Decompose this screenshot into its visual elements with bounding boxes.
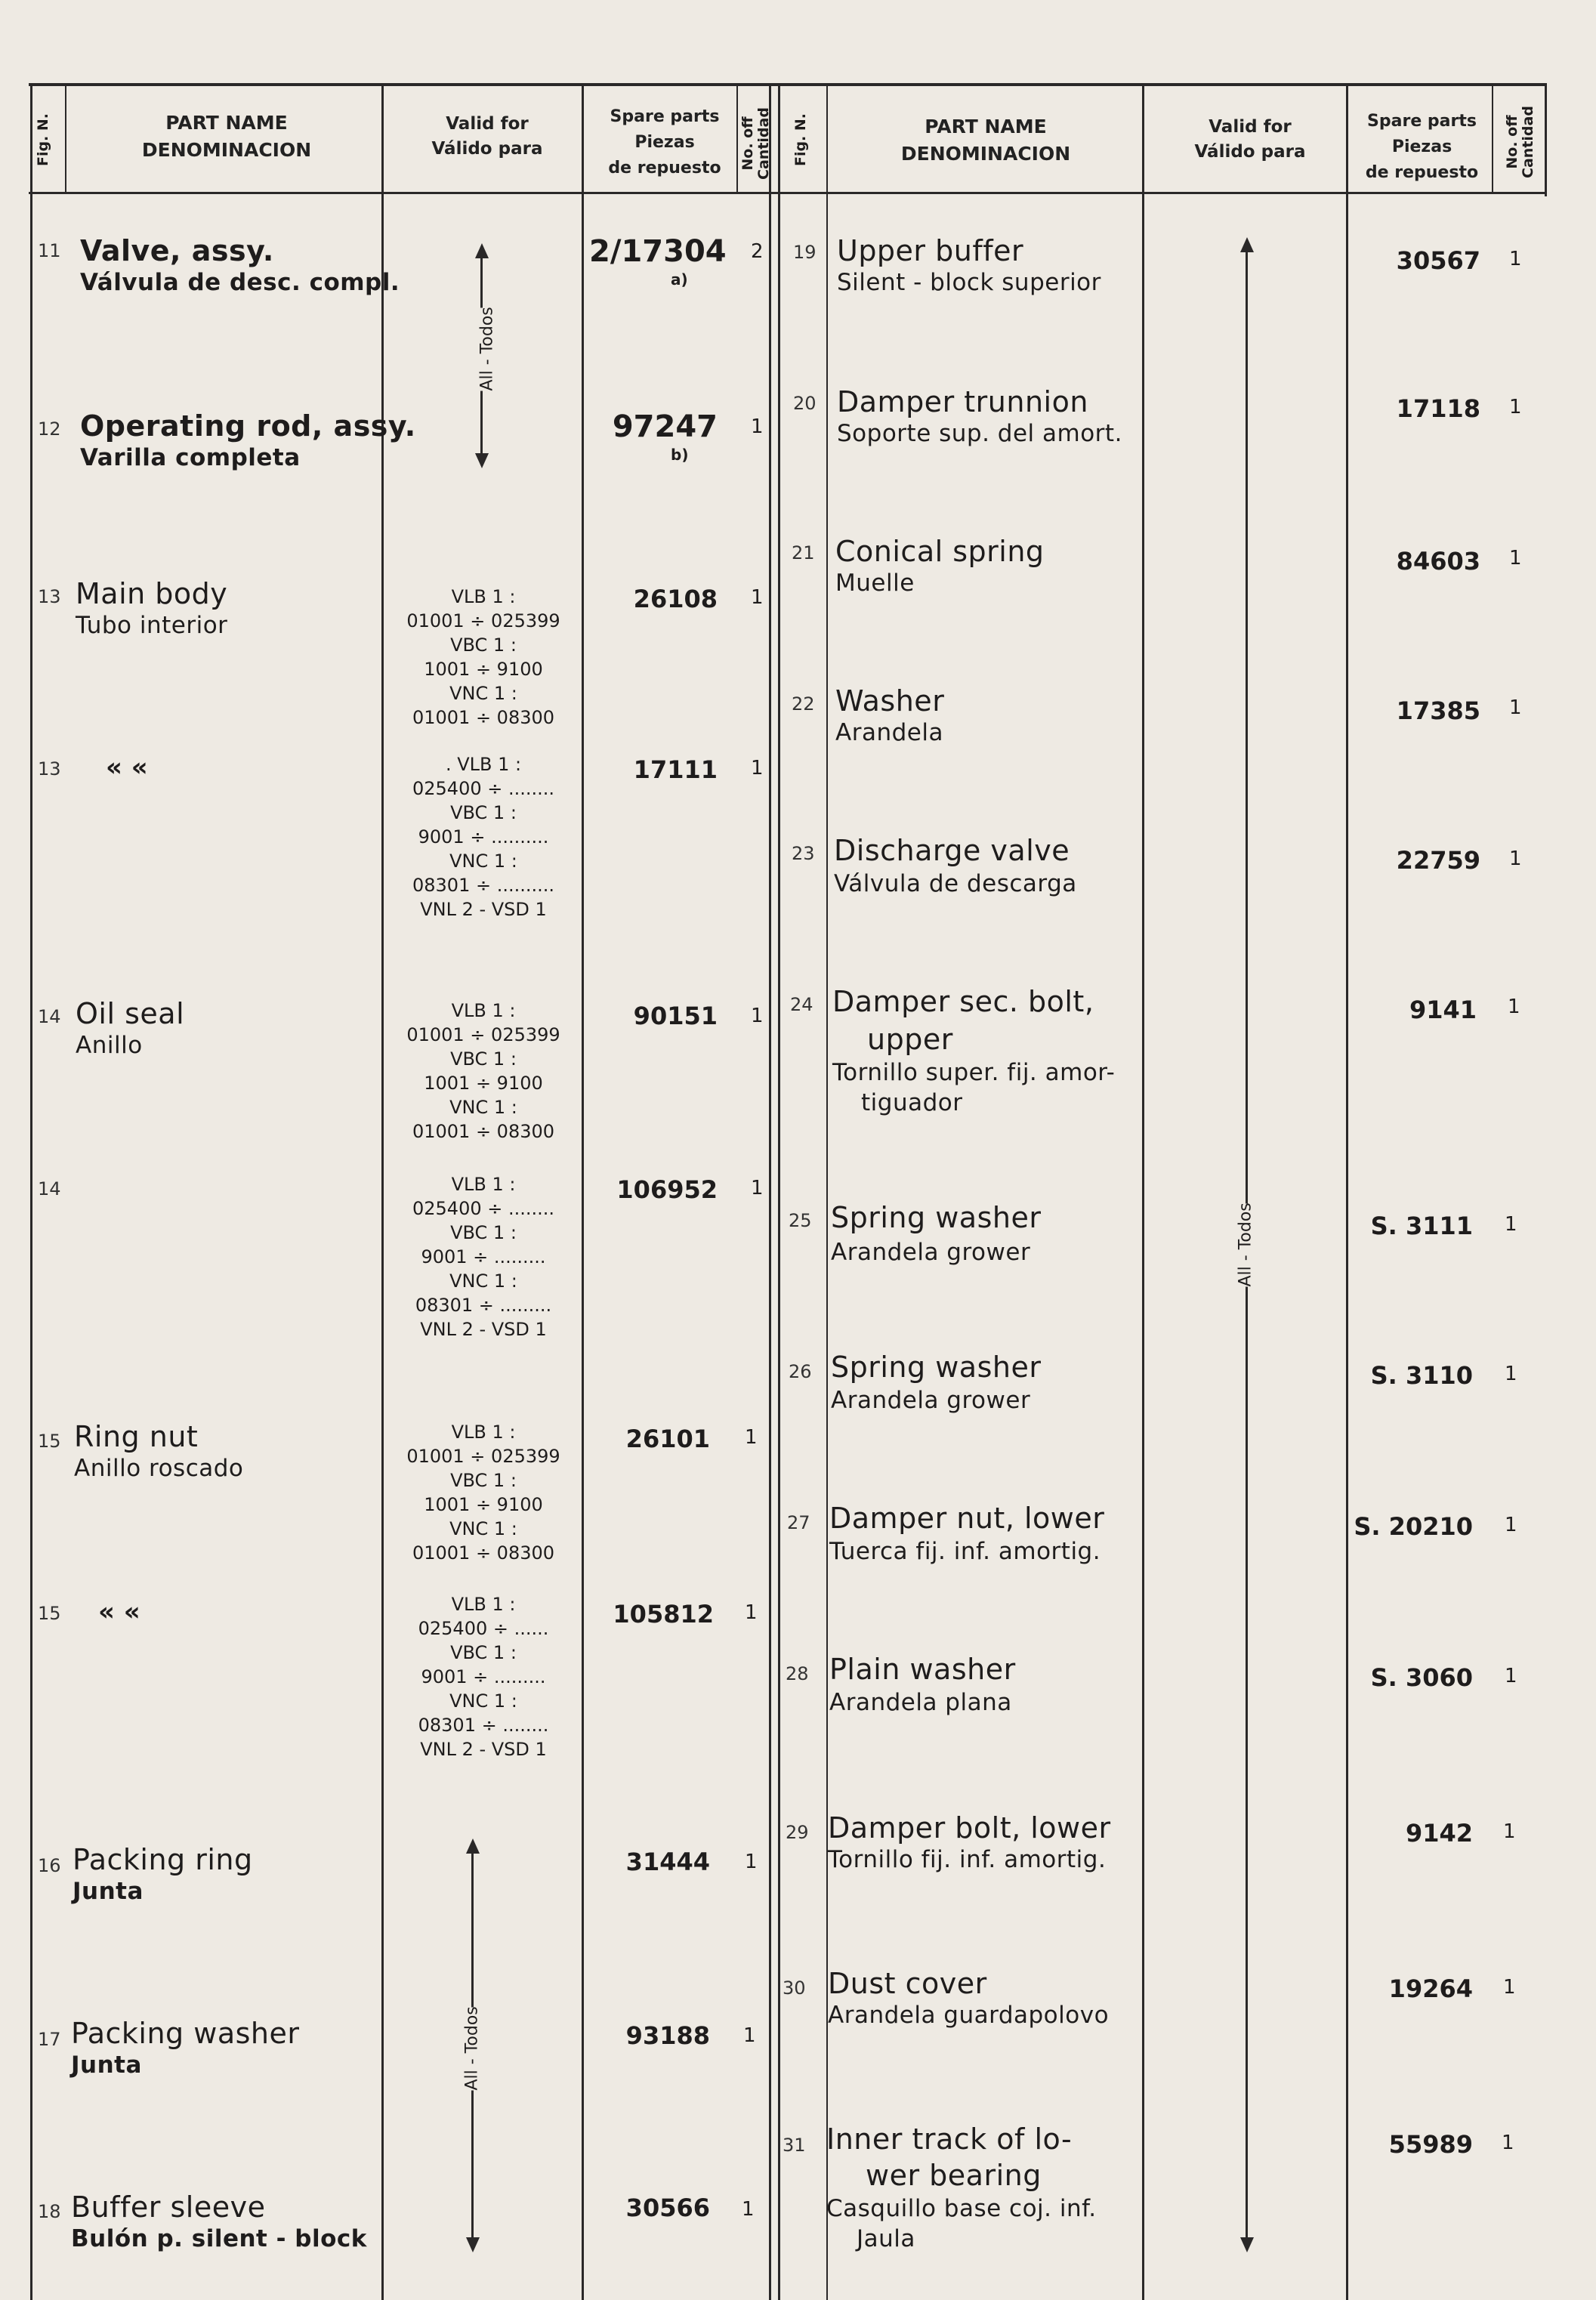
valid-line: 08301 ÷ ........ — [418, 1715, 549, 1736]
range-arrow-down — [1240, 2237, 1254, 2252]
header-spare-es2: de repuesto — [608, 159, 721, 178]
header-fig-no-text: Fig. N. — [35, 113, 51, 167]
fig-number: 13 — [38, 586, 61, 607]
part-name-en-cont: upper — [867, 1023, 953, 1056]
quantity: 1 — [1509, 248, 1522, 270]
valid-line: 01001 ÷ 08300 — [412, 707, 555, 728]
valid-for-list — [393, 999, 574, 1144]
header-qty-es: Cantidad — [1519, 106, 1536, 178]
part-name-es: Arandela — [835, 719, 943, 746]
header-part-name-left — [76, 110, 378, 165]
part-name-en: Discharge valve — [834, 834, 1070, 867]
part-name-es-cont: tiguador — [861, 1089, 963, 1116]
range-label: All - Todos — [1236, 1202, 1255, 1287]
header-valid-es: Válido para — [431, 139, 543, 159]
valid-line: 01001 ÷ 025399 — [406, 1024, 560, 1045]
part-name-es: Casquillo base coj. inf. — [826, 2195, 1097, 2222]
quantity: 1 — [1509, 396, 1522, 418]
quantity: 1 — [1509, 547, 1522, 570]
quantity: 1 — [1508, 996, 1520, 1018]
valid-line: VLB 1 : — [451, 1000, 516, 1021]
header-part-name-en: PART NAME — [925, 116, 1047, 137]
part-name-en: Spring washer — [831, 1201, 1042, 1234]
part-name-es: Tornillo fij. inf. amortig. — [828, 1846, 1107, 1873]
spare-part-number: 84603 — [1396, 547, 1480, 576]
spare-part-number: 93188 — [625, 2021, 710, 2050]
part-name-en: Oil seal — [76, 997, 185, 1030]
valid-line: VBC 1 : — [450, 634, 517, 656]
fig-number: 11 — [38, 240, 61, 261]
part-name-es: Arandela grower — [831, 1239, 1031, 1266]
range-arrow-up — [1240, 237, 1254, 252]
header-fig-no-text: Fig. N. — [792, 113, 809, 167]
part-name-en: Washer — [835, 684, 945, 718]
footnote-marker: a) — [671, 270, 688, 289]
fig-number: 19 — [793, 242, 817, 263]
range-label: All - Todos — [477, 307, 497, 391]
valid-for-list — [393, 1172, 574, 1341]
valid-for-list — [393, 1420, 574, 1565]
valid-line: VLB 1 : — [451, 1174, 516, 1195]
range-arrow-down — [466, 2237, 480, 2252]
part-name-en: Main body — [76, 577, 228, 610]
valid-line: VNC 1 : — [449, 1690, 517, 1712]
part-name-en: Buffer sleeve — [71, 2190, 266, 2224]
part-name-es: Válvula de descarga — [834, 870, 1077, 897]
spare-part-number: 22759 — [1396, 846, 1480, 875]
header-spare-left — [585, 104, 744, 181]
part-name-es: Válvula de desc. compl. — [80, 269, 400, 296]
part-name-en: Damper trunnion — [837, 385, 1088, 418]
quantity: 2 — [751, 240, 764, 263]
header-valid-en: Valid for — [446, 114, 529, 134]
header-valid-right — [1156, 115, 1344, 165]
spare-part-number: 2/17304 — [589, 234, 727, 269]
header-valid-left — [393, 112, 582, 162]
fig-number: 29 — [786, 1822, 809, 1843]
quantity: 1 — [751, 1005, 764, 1027]
spare-part-number: 30566 — [625, 2193, 710, 2222]
valid-line: 1001 ÷ 9100 — [424, 1073, 543, 1094]
spare-part-number: 19264 — [1388, 1974, 1473, 2003]
valid-line: 08301 ÷ .......... — [412, 875, 554, 896]
valid-line: VNL 2 - VSD 1 — [420, 899, 547, 920]
spare-part-number: 30567 — [1396, 246, 1480, 275]
part-name-es-cont: Jaula — [857, 2225, 915, 2252]
part-name-en: Operating rod, assy. — [80, 409, 416, 443]
left-edge-rule — [30, 83, 32, 2300]
header-spare-en: Spare parts — [610, 107, 720, 126]
quantity: 1 — [745, 1601, 758, 1624]
valid-for-list — [393, 1592, 574, 1761]
fig-number: 13 — [38, 758, 61, 780]
valid-for-list — [393, 585, 574, 730]
range-label: All - Todos — [462, 2006, 482, 2091]
part-name-en: Ring nut — [74, 1420, 199, 1453]
valid-line: 025400 ÷ ........ — [412, 1198, 554, 1219]
quantity: 1 — [1509, 696, 1522, 719]
fig-number: 30 — [783, 1977, 806, 1999]
ditto-marks: « « — [98, 1597, 140, 1627]
valid-line: VNL 2 - VSD 1 — [420, 1739, 547, 1760]
header-bottom-rule — [29, 192, 1547, 194]
valid-line: 01001 ÷ 08300 — [412, 1121, 555, 1142]
part-name-en: Valve, assy. — [80, 234, 274, 267]
header-part-name-right — [835, 113, 1137, 168]
valid-line: VBC 1 : — [450, 1642, 517, 1663]
part-name-es: Muelle — [835, 570, 915, 597]
part-name-en: Inner track of lo- — [826, 2122, 1073, 2156]
part-name-en: Packing ring — [73, 1843, 253, 1876]
spare-part-number: S. 3110 — [1370, 1361, 1473, 1390]
fig-number: 14 — [38, 1178, 61, 1199]
quantity: 1 — [751, 586, 764, 609]
part-name-en: Spring washer — [831, 1351, 1042, 1384]
quantity: 1 — [751, 757, 764, 780]
fig-number: 25 — [789, 1210, 812, 1231]
fig-number: 17 — [38, 2029, 61, 2050]
valid-line: VNC 1 : — [449, 1097, 517, 1118]
quantity: 1 — [1505, 1213, 1517, 1236]
part-name-en: Damper sec. bolt, — [832, 985, 1094, 1018]
valid-line: 9001 ÷ ......... — [421, 1246, 546, 1267]
fig-number: 21 — [792, 542, 815, 563]
valid-line: 9001 ÷ .......... — [418, 826, 549, 847]
valid-line: VBC 1 : — [450, 802, 517, 823]
valid-line: VNC 1 : — [449, 1270, 517, 1292]
part-name-en: Packing washer — [71, 2017, 300, 2050]
valid-line: 08301 ÷ ......... — [415, 1295, 552, 1316]
ditto-marks: « « — [106, 752, 148, 783]
fig-number: 14 — [38, 1006, 61, 1027]
valid-line: VLB 1 : — [451, 1594, 516, 1615]
spare-part-number: 97247 — [612, 409, 718, 444]
part-name-es: Anillo — [76, 1032, 143, 1059]
spare-part-number: 26108 — [633, 585, 718, 613]
part-name-es: Tuerca fij. inf. amortig. — [829, 1538, 1101, 1565]
fig-number: 28 — [786, 1663, 809, 1684]
header-qty-en: No. off — [1504, 115, 1520, 169]
quantity: 1 — [1503, 1820, 1516, 1843]
header-fig-no-left — [36, 110, 58, 170]
center-double-rule-a — [769, 83, 771, 2300]
valid-line: 9001 ÷ ......... — [421, 1666, 546, 1687]
header-spare-right — [1348, 109, 1496, 186]
table-top-rule — [29, 83, 1547, 86]
valid-line: 1001 ÷ 9100 — [424, 659, 543, 680]
fig-number: 23 — [792, 843, 815, 864]
spare-part-number: S. 3060 — [1370, 1663, 1473, 1692]
valid-line: 025400 ÷ ...... — [418, 1618, 549, 1639]
quantity: 1 — [751, 415, 764, 438]
quantity: 1 — [745, 1851, 758, 1873]
quantity: 1 — [743, 2024, 756, 2047]
header-part-name-en: PART NAME — [165, 112, 288, 134]
fig-number: 12 — [38, 418, 61, 440]
part-name-es: Arandela grower — [831, 1387, 1031, 1414]
valid-line: 1001 ÷ 9100 — [424, 1494, 543, 1515]
part-name-es: Arandela plana — [829, 1689, 1012, 1716]
spare-part-number: S. 3111 — [1370, 1212, 1473, 1240]
spare-part-number: 31444 — [625, 1848, 710, 1876]
part-name-es: Anillo roscado — [74, 1455, 244, 1482]
part-name-en: Upper buffer — [837, 234, 1024, 267]
col-rule-valid-right — [1346, 83, 1348, 2300]
spare-part-number: 17385 — [1396, 696, 1480, 725]
spare-part-number: 106952 — [616, 1175, 718, 1204]
header-valid-en: Valid for — [1209, 117, 1292, 137]
part-name-en: Damper bolt, lower — [828, 1811, 1111, 1845]
col-rule-name-right — [1142, 83, 1144, 2300]
header-spare-es1: Piezas — [634, 133, 695, 153]
quantity: 1 — [742, 2198, 755, 2221]
part-name-es: Junta — [71, 2051, 142, 2079]
part-name-es: Soporte sup. del amort. — [837, 420, 1122, 447]
quantity: 1 — [1503, 1976, 1516, 1999]
valid-for-list — [393, 752, 574, 922]
footnote-marker: b) — [671, 446, 689, 464]
fig-number: 26 — [789, 1361, 812, 1382]
header-qty-en: No. off — [739, 116, 756, 171]
fig-number: 24 — [790, 994, 813, 1015]
right-edge-rule — [1545, 83, 1547, 196]
quantity: 1 — [1502, 2132, 1514, 2154]
valid-line: VBC 1 : — [450, 1470, 517, 1491]
header-spare-es2: de repuesto — [1365, 163, 1479, 183]
header-spare-en: Spare parts — [1367, 112, 1477, 131]
col-rule-fig-left — [65, 83, 66, 194]
fig-number: 15 — [38, 1431, 61, 1452]
spare-part-number: 9141 — [1409, 996, 1477, 1024]
header-fig-no-right — [793, 110, 816, 170]
center-double-rule-b — [778, 83, 780, 2300]
valid-line: VNC 1 : — [449, 1518, 517, 1539]
spare-part-number: S. 20210 — [1354, 1512, 1473, 1541]
valid-line: VBC 1 : — [450, 1048, 517, 1070]
part-name-en: Conical spring — [835, 535, 1045, 568]
fig-number: 31 — [783, 2135, 806, 2156]
part-name-es: Tornillo super. fij. amor- — [832, 1059, 1116, 1086]
header-qty-right — [1505, 104, 1535, 180]
valid-line: 01001 ÷ 08300 — [412, 1542, 555, 1564]
spare-part-number: 9142 — [1405, 1819, 1473, 1848]
spare-part-number: 17111 — [633, 755, 718, 784]
fig-number: 15 — [38, 1603, 61, 1624]
part-name-en: Plain washer — [829, 1653, 1016, 1686]
spare-part-number: 26101 — [625, 1425, 710, 1453]
valid-line: VNC 1 : — [449, 683, 517, 704]
part-name-es: Arandela guardapolovo — [828, 2002, 1110, 2029]
fig-number: 20 — [793, 393, 817, 414]
part-name-en: Damper nut, lower — [829, 1502, 1105, 1535]
quantity: 1 — [745, 1426, 758, 1449]
fig-number: 22 — [792, 693, 815, 715]
fig-number: 18 — [38, 2201, 61, 2222]
valid-line: VBC 1 : — [450, 1222, 517, 1243]
spare-part-number: 55989 — [1388, 2130, 1473, 2159]
header-qty-es: Cantidad — [755, 107, 772, 180]
part-name-en-cont: wer bearing — [866, 2159, 1042, 2192]
valid-line: VLB 1 : — [451, 1422, 516, 1443]
part-name-es: Tubo interior — [76, 612, 228, 639]
spare-part-number: 105812 — [613, 1600, 714, 1629]
part-name-es: Junta — [73, 1878, 144, 1905]
valid-line: VNC 1 : — [449, 851, 517, 872]
quantity: 1 — [751, 1177, 764, 1199]
range-arrow-up — [466, 1838, 480, 1854]
header-spare-es1: Piezas — [1391, 137, 1452, 157]
quantity: 1 — [1505, 1514, 1517, 1536]
spare-part-number: 90151 — [633, 1002, 718, 1030]
valid-line: VLB 1 : — [451, 586, 516, 607]
range-arrow-up — [475, 243, 489, 258]
valid-line: 01001 ÷ 025399 — [406, 610, 560, 631]
header-part-name-es: DENOMINACION — [900, 143, 1071, 165]
header-valid-es: Válido para — [1194, 142, 1306, 162]
spare-part-number: 17118 — [1396, 394, 1480, 423]
part-name-es: Silent - block superior — [837, 269, 1101, 296]
header-part-name-es: DENOMINACION — [141, 139, 312, 162]
quantity: 1 — [1505, 1665, 1517, 1687]
valid-line: 01001 ÷ 025399 — [406, 1446, 560, 1467]
col-rule-valid-left — [582, 83, 584, 2300]
header-qty-left — [740, 106, 770, 181]
part-name-es: Varilla completa — [80, 444, 301, 471]
valid-line: 025400 ÷ ........ — [412, 778, 554, 799]
quantity: 1 — [1505, 1363, 1517, 1385]
valid-line: . VLB 1 : — [445, 754, 522, 775]
fig-number: 27 — [787, 1512, 810, 1533]
part-name-es: Bulón p. silent - block — [71, 2225, 367, 2252]
fig-number: 16 — [38, 1855, 61, 1876]
range-arrow-down — [475, 453, 489, 468]
quantity: 1 — [1509, 847, 1522, 870]
part-name-en: Dust cover — [828, 1967, 987, 2000]
valid-line: VNL 2 - VSD 1 — [420, 1319, 547, 1340]
